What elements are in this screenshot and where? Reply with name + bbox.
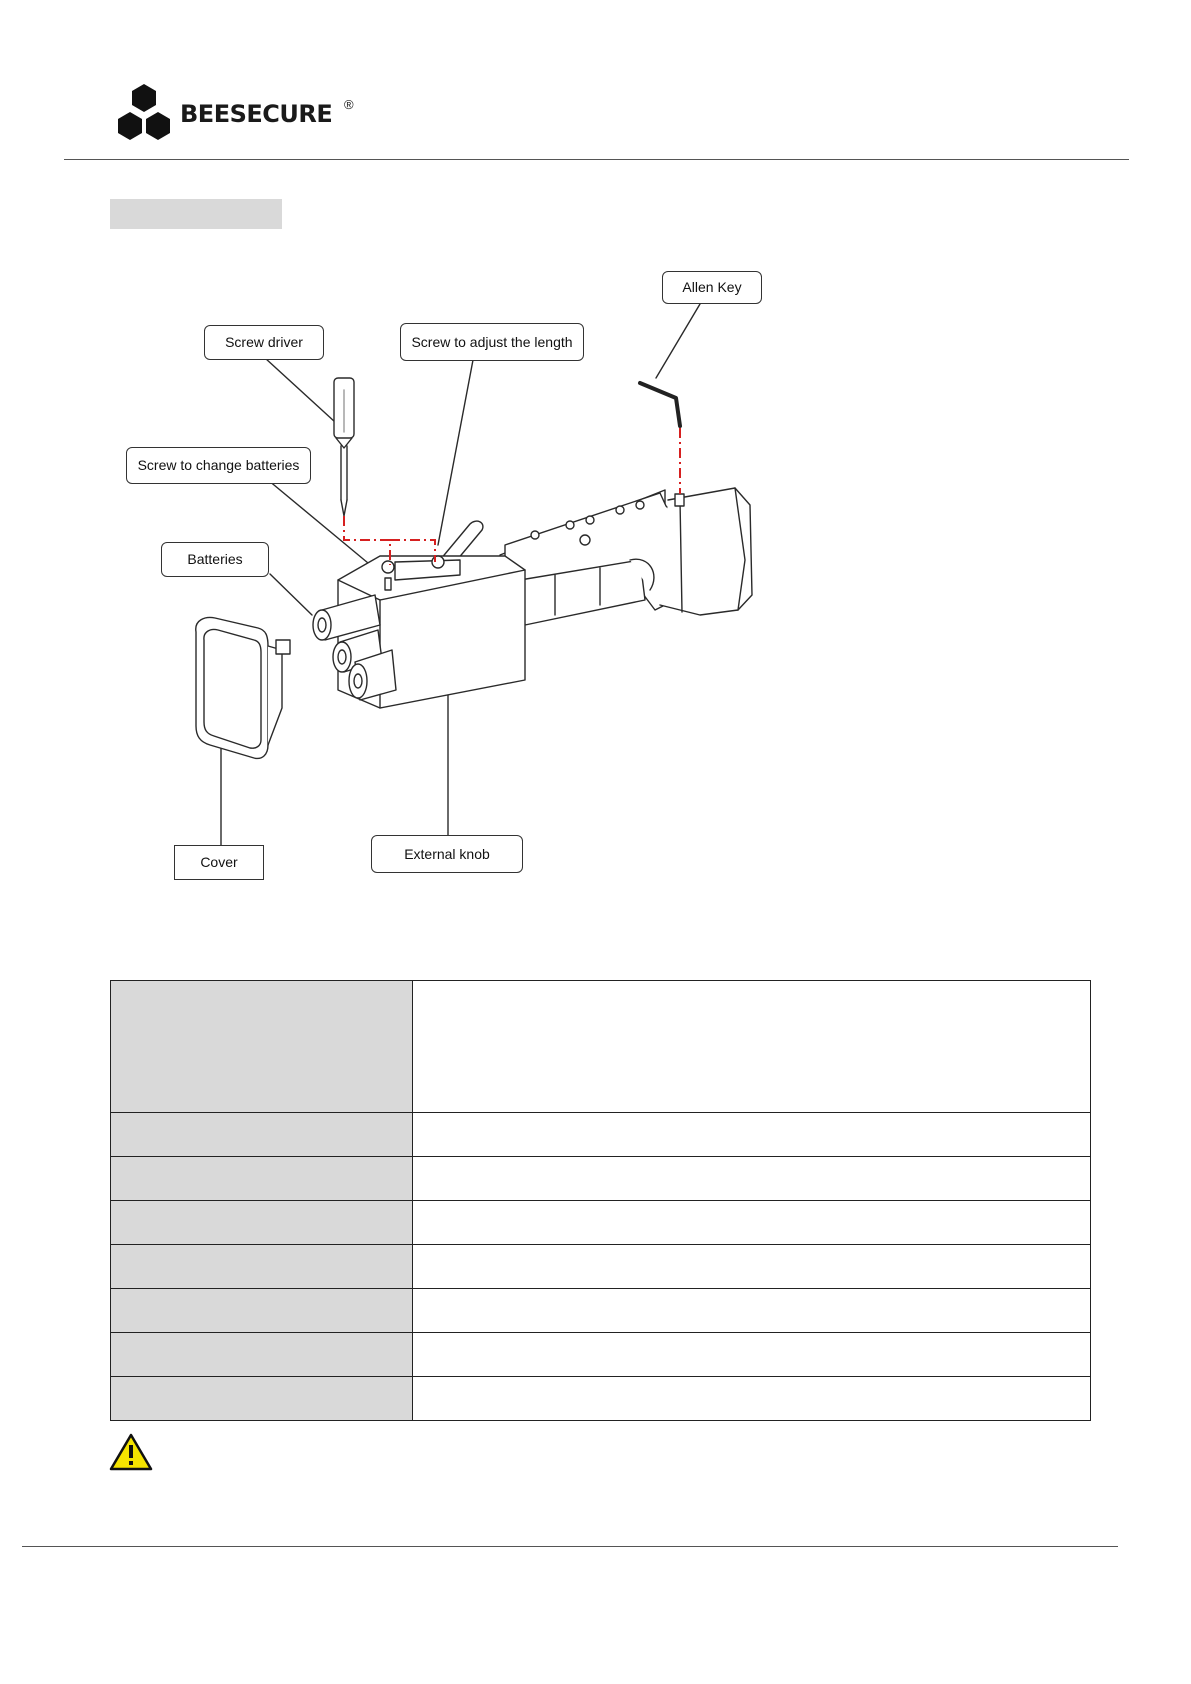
table-key-cell — [111, 1333, 413, 1377]
table-row — [111, 1201, 1091, 1245]
warning-triangle-icon — [109, 1432, 153, 1472]
table-row — [111, 1113, 1091, 1157]
table-key-cell — [111, 1377, 413, 1421]
label-batteries: Batteries — [161, 542, 269, 577]
label-screw-change-batteries: Screw to change batteries — [126, 447, 311, 484]
table-key-cell — [111, 1201, 413, 1245]
table-key-cell — [111, 1289, 413, 1333]
screw-driver-drawing — [334, 378, 354, 516]
table-row — [111, 981, 1091, 1113]
table-row — [111, 1157, 1091, 1201]
leader-screw-driver — [265, 358, 335, 422]
allen-key-drawing — [640, 383, 680, 426]
label-screw-driver: Screw driver — [204, 325, 324, 360]
table-row — [111, 1245, 1091, 1289]
brand-name: BEESECURE — [180, 100, 333, 128]
brand-logo-icon — [112, 82, 177, 144]
label-screw-adjust-length: Screw to adjust the length — [400, 323, 584, 361]
registered-mark: ® — [344, 97, 354, 112]
footer-divider — [22, 1546, 1118, 1547]
table-value-cell — [413, 1377, 1091, 1421]
table-value-cell — [413, 1289, 1091, 1333]
leader-allen-key — [656, 304, 700, 378]
table-value-cell — [413, 1157, 1091, 1201]
exploded-lock-diagram — [0, 240, 800, 880]
label-allen-key: Allen Key — [662, 271, 762, 304]
table-value-cell — [413, 1113, 1091, 1157]
table-value-cell — [413, 1333, 1091, 1377]
label-external-knob: External knob — [371, 835, 523, 873]
specification-table — [110, 980, 1091, 1421]
table-key-cell — [111, 981, 413, 1113]
label-cover: Cover — [174, 845, 264, 880]
table-key-cell — [111, 1113, 413, 1157]
leader-screw-adjust — [438, 360, 473, 545]
table-row — [111, 1377, 1091, 1421]
table-value-cell — [413, 981, 1091, 1113]
leader-batteries — [270, 574, 312, 615]
table-key-cell — [111, 1157, 413, 1201]
table-row — [111, 1333, 1091, 1377]
leader-screw-batteries — [268, 480, 368, 563]
cylinder-body-drawing — [500, 488, 752, 625]
table-key-cell — [111, 1245, 413, 1289]
table-row — [111, 1289, 1091, 1333]
table-value-cell — [413, 1201, 1091, 1245]
cover-drawing — [196, 618, 290, 759]
header-divider — [64, 159, 1129, 160]
table-value-cell — [413, 1245, 1091, 1289]
section-heading-tab — [110, 199, 282, 229]
